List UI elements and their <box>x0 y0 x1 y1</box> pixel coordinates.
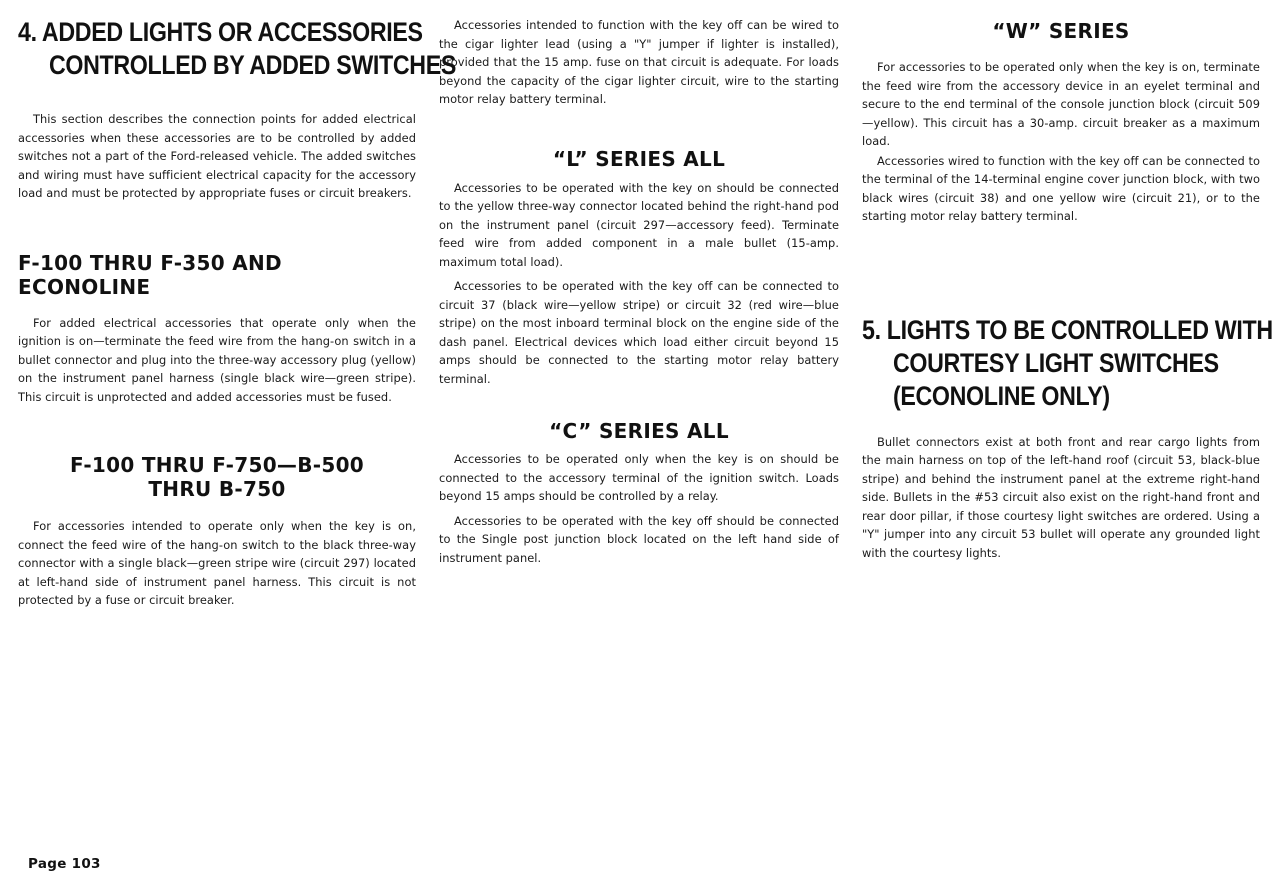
column-left <box>18 0 457 610</box>
w-series-text-2: Accessories wired to function with the key off can be connected to the terminal of the 14-terminal engine cover junction block, with two black wires (circuit 38) and one yellow wire (circuit 21), or to the starting motor relay battery terminal. <box>862 153 1260 223</box>
column-middle <box>439 0 839 567</box>
f100-b750-heading-line1: F-100 THRU F-750—B-500 <box>69 453 365 477</box>
c-series-heading: “C” SERIES ALL <box>549 419 729 443</box>
c-series-text-1: Accessories to be operated only when the key is on should be connected to the accessory terminal of the ignition switch. Loads beyond 15 amps should be controlled by a relay. <box>439 452 839 503</box>
section-4-title <box>18 16 457 82</box>
l-series-heading: “L” SERIES ALL <box>552 146 726 171</box>
page-number: Page 103 <box>28 856 101 872</box>
c-series-text-2: Accessories to be operated with the key off should be connected to the Single post junction block located on the left hand side of instrument panel. <box>439 513 839 565</box>
section-5-title-line2: COURTESY LIGHT SWITCHES <box>892 347 1219 378</box>
section-5-number: 5. <box>862 314 881 345</box>
section-5-title <box>862 314 1273 413</box>
section-4-number: 4. <box>18 17 37 47</box>
section-4-title-line1: ADDED LIGHTS OR ACCESSORIES <box>41 17 423 47</box>
l-series-text-2: Accessories to be operated with the key off can be connected to circuit 37 (black wire—yellow stripe) or circuit 32 (red wire—blue stripe) on the most inboard terminal block on the engine side of the dash panel. Electrical devices which load either circuit beyond 15 amps should be connected to the starting motor relay battery terminal. <box>439 279 839 386</box>
column-right <box>862 0 1273 562</box>
section-4-title-line2: CONTROLLED BY ADDED SWITCHES <box>48 50 457 80</box>
key-off-cigar-text: Accessories intended to function with the key off can be wired to the cigar lighter lead (using a "Y" jumper if lighter is installed), provided that the 15 amp. fuse on that circuit is adequate. For loads beyond the capacity of the cigar lighter circuit, wire to the starting motor relay battery terminal. <box>439 18 839 106</box>
section-5-title-line3: (ECONOLINE ONLY) <box>892 380 1110 411</box>
w-series-text-1: For accessories to be operated only when the key is on, terminate the feed wire from the accessory device in an eyelet terminal and secure to the end terminal of the console junction block (circuit 509—yellow). This circuit has a 30-amp. circuit breaker as a maximum load. <box>862 60 1260 148</box>
w-series-heading: “W” SERIES <box>992 19 1130 43</box>
f100-econoline-text: For added electrical accessories that operate only when the ignition is on—terminate the feed wire from the hang-on switch in a bullet connector and plug into the three-way accessory plug (yellow) on the instrument panel harness (single black wire—green stripe). This circuit is unprotected and added accessories must be fused. <box>18 315 416 404</box>
f100-econoline-heading: F-100 THRU F-350 AND ECONOLINE <box>18 250 282 299</box>
section-5-title-line1: LIGHTS TO BE CONTROLLED WITH <box>886 314 1273 345</box>
f100-b750-text: For accessories intended to operate only when the key is on, connect the feed wire of the hang-on switch to the black three-way connector with a single black—green stripe wire (circuit 297) located at left-hand side of instrument panel harness. This circuit is not protected by a fuse or circuit breaker. <box>18 519 416 607</box>
l-series-text-1: Accessories to be operated with the key on should be connected to the yellow three-way connector located behind the right-hand pod on the instrument panel (circuit 297—accessory feed). Terminate feed wire from added component in a male bullet (15-amp. maximum total load). <box>439 180 839 269</box>
section-5-text: Bullet connectors exist at both front and rear cargo lights from the main harness on top of the left-hand roof (circuit 53, black-blue stripe) and behind the instrument panel at the extreme right-hand side. Bullets in the #53 circuit also exist on the right-hand front and rear door pillar, if those courtesy light switches are ordered. Using a "Y" jumper into any circuit 53 bullet will operate any grounded light with the courtesy lights. <box>862 434 1260 560</box>
f100-b750-heading <box>18 453 416 501</box>
section-4-intro: This section describes the connection points for added electrical accessories when these accessories are to be controlled by added switches not a part of the Ford-released vehicle. The added switches and wiring must have sufficient electrical capacity for the accessory load and must be protected by appropriate fuses or circuit breakers. <box>18 112 416 200</box>
f100-b750-heading-line2: THRU B-750 <box>148 477 286 501</box>
